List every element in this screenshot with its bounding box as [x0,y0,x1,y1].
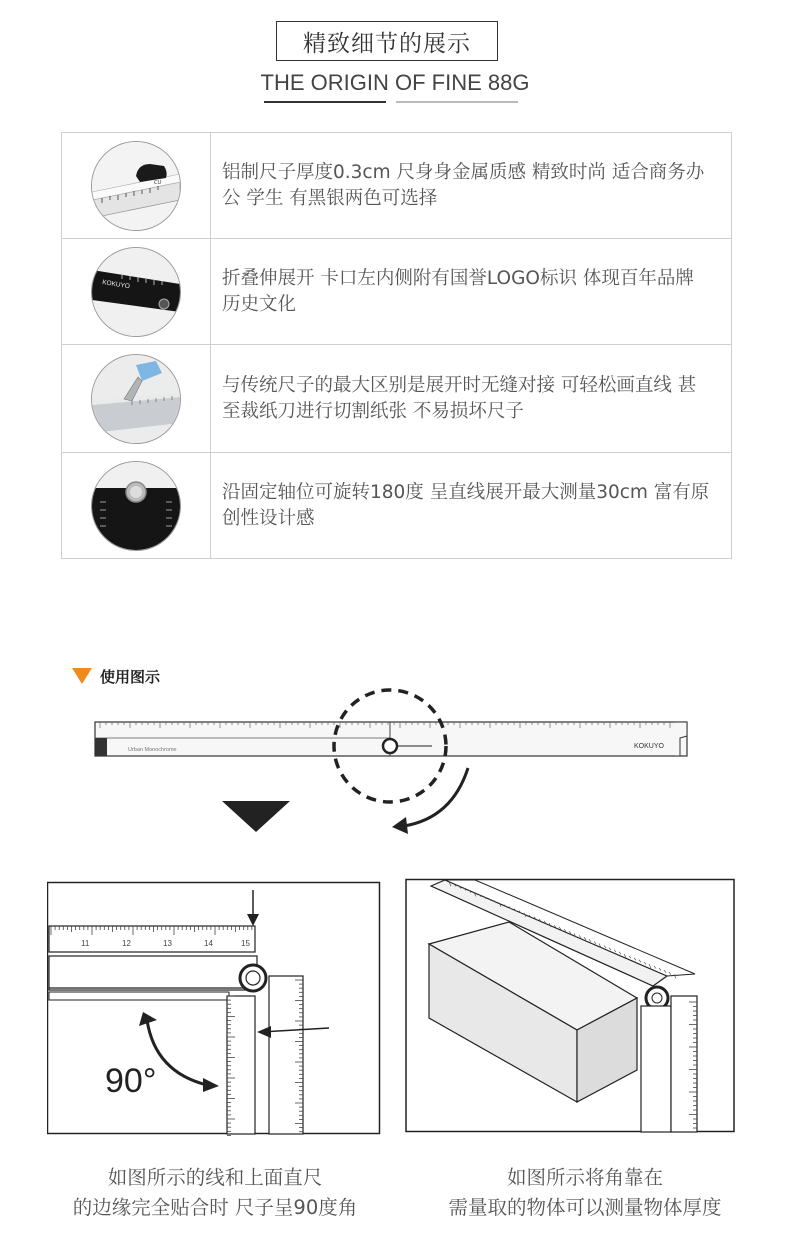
feature-image-cell [62,133,211,239]
caption-line: 如图所示的线和上面直尺 [107,1166,323,1189]
tick-label: 14 [204,939,213,948]
feature-image-cell [62,453,211,559]
feature-text: 沿固定轴位可旋转180度 呈直线展开最大测量30cm 富有原创性设计感 [211,453,732,559]
caption-line: 如图所示将角靠在 [506,1166,663,1189]
feature-table [61,132,732,559]
feature-image-cell [62,345,211,453]
caption-line: 需量取的物体可以测量物体厚度 [448,1196,722,1219]
feature-image-cell [62,239,211,345]
svg-text:CU: CU [154,179,162,186]
ruler-logo-text: KOKUYO [101,278,131,290]
hinge-pivot-icon [91,461,181,551]
subtitle-underline-dark [264,101,386,103]
cutter-on-ruler-icon [91,354,181,444]
feature-row [62,239,732,345]
ruler-model-text: Urban Monochrome [128,747,177,753]
feature-row [62,133,732,239]
caption-line: 的边缘完全贴合时 尺子呈90度角 [72,1196,358,1219]
feature-row [62,453,732,559]
black-ruler-logo-icon [91,247,181,337]
ruler-brand-text: KOKUYO [634,743,664,750]
caption-left [30,1163,400,1223]
right-angle-diagram [47,880,382,1136]
subtitle-underline-light [396,101,518,103]
tick-label: 12 [122,939,131,948]
usage-label: 使用图示 [100,668,161,686]
feature-text: 折叠伸展开 卡口左内侧附有国誉LOGO标识 体现百年品牌历史文化 [211,239,732,345]
feature-text: 铝制尺子厚度0.3cm 尺身身金属质感 精致时尚 适合商务办公 学生 有黑银两色可选择 [211,133,732,239]
thickness-measure-diagram [405,878,737,1134]
ruler-rotation-diagram [0,680,790,840]
angle-label: 90° [105,1062,157,1100]
silver-ruler-closeup-icon [91,141,181,231]
tick-label: 15 [241,939,250,948]
caption-right [400,1163,770,1223]
page-subtitle: THE ORIGIN OF FINE 88G [260,70,530,95]
feature-row [62,345,732,453]
feature-text: 与传统尺子的最大区别是展开时无缝对接 可轻松画直线 甚至裁纸刀进行切割纸张 不易损坏尺子 [211,345,732,453]
page-title-text: 精致细节的展示 [303,30,471,57]
tick-label: 13 [163,939,172,948]
tick-label: 11 [81,939,90,948]
page-title [276,21,498,61]
